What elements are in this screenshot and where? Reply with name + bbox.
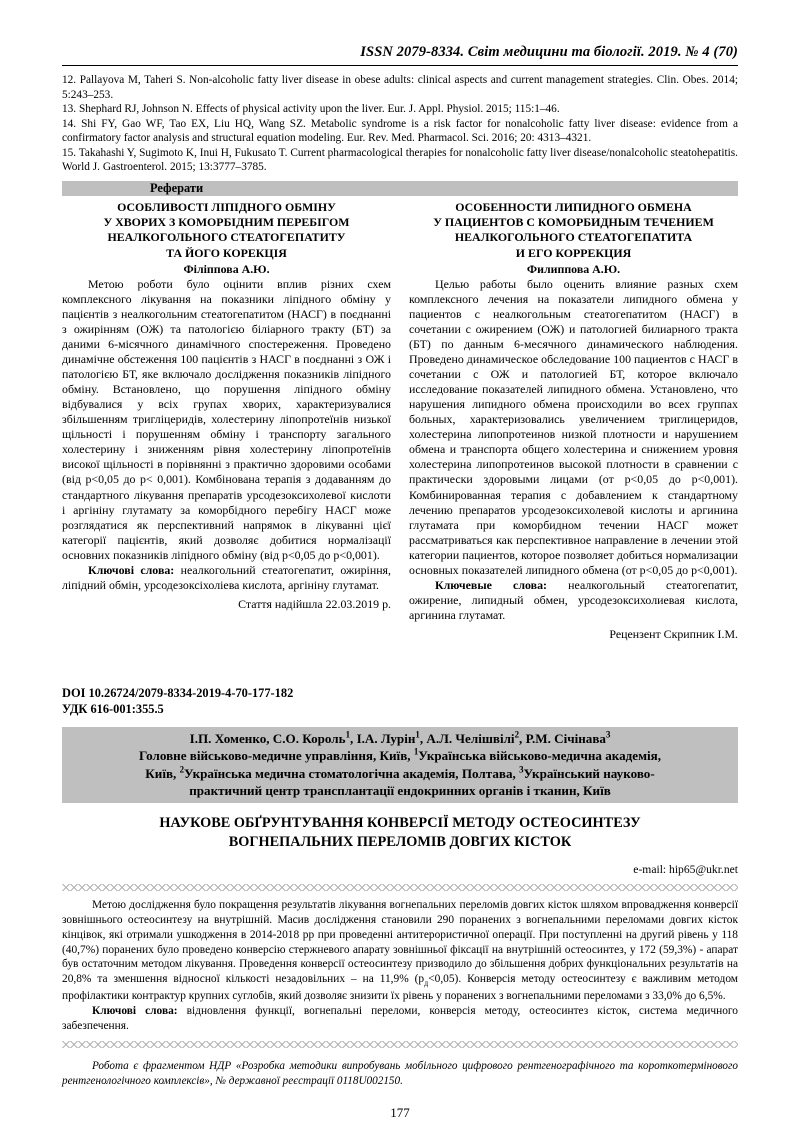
reference-item: 12. Pallayova M, Taheri S. Non-alcoholic fatty liver disease in obese adults: clinical aspects and current management strategies. Clin. Obes. 2014; 5:243–253. — [62, 74, 738, 101]
abstract-author: Філіппова А.Ю. — [183, 261, 270, 276]
abstract-title-line: ТА ЙОГО КОРЕКЦІЯ — [166, 245, 287, 260]
running-head: ISSN 2079-8334. Світ медицини та біології. 2019. № 4 (70) — [360, 44, 738, 60]
abstract-title-line: ОСОБЛИВОСТІ ЛІПІДНОГО ОБМІНУ — [117, 199, 336, 214]
references-list — [62, 73, 738, 175]
abstract-author: Филиппова А.Ю. — [526, 261, 621, 276]
wavy-divider-bottom — [62, 1041, 738, 1048]
reference-item: 15. Takahashi Y, Sugimoto K, Inui H, Fukusato T. Current pharmacological therapies for nonalcoholic fatty liver disease/nonalcoholic steatohepatitis. World J. Gastroenterol. 2015; 13:3777–3785. — [62, 146, 738, 174]
authors-line: І.П. Хоменко, С.О. Король$^1$, І.А. Лурін$^1$, А.Л. Челішвілі$^2$, Р.М. Січінава$^3$ — [189, 729, 611, 746]
authors-affiliation-banner — [62, 727, 738, 804]
article-title-line: НАУКОВЕ ОБҐРУНТУВАННЯ КОНВЕРСІЇ МЕТОДУ ОСТЕОСИНТЕЗУ — [159, 815, 641, 832]
article-abstract: Метою дослідження було покращення результатів лікування вогнепальних переломів довгих кісток шляхом впровадження конверсії зовнішнього остеосинтезу на внутрішній. Масив дослідження становили 290 поранених з вогнепальними переломами довгих кісток кінцівок, які отримали ушкодження в 2014-2018 рр при проведенні антитерористичної операції. При поступленні на другий рівень у 118 (40,7%) поранених було проведено конверсію стержневого апарату зовнішньої фіксації на внутрішній остеосинтез, у 172 (59,3%) - апарат був остаточним методом лікування. Проведення конверсії остеосинтезу призводило до збільшення добрих функціональних результатів на 20,8% та зменшення відносної кількості незадовільних – на 11,9% $(p_д<0,05)$. Конверсія методу остеосинтезу є важливим методом профілактики контрактур крупних суглобів, який дозволяє знизити їх рівень у поранених з вогнепальними переломами з 33,0% до 6,5%. — [62, 899, 739, 1002]
reference-item: 13. Shephard RJ, Johnson N. Effects of physical activity upon the liver. Eur. J. Appl. Physiol. 2015; 115:1–46. — [62, 103, 560, 116]
abstract-title-line: ОСОБЕННОСТИ ЛИПИДНОГО ОБМЕНА — [455, 199, 692, 214]
keywords-label: Ключевые слова: — [435, 577, 547, 592]
abstract-keywords — [409, 578, 738, 623]
contact-email[interactable]: e-mail: hip65@ukr.net — [633, 863, 738, 877]
abstract-title-line: И ЕГО КОРРЕКЦИЯ — [515, 245, 632, 260]
header-rule — [62, 65, 738, 66]
article-title — [62, 814, 738, 852]
keywords-text: неалкогольный стеатогепатит, ожирение, липидный обмен, урсодезоксихолиевая кислота, аргинина глутамат. — [409, 577, 738, 622]
reference-item: 14. Shi FY, Gao WF, Tao EX, Liu HQ, Wang SZ. Metabolic syndrome is a risk factor for nonalcoholic fatty liver disease: evidence from a confirmatory factor analysis and structural equation modeling. Eur. Rev. Med. Pharmacol. Sci. 2016; 20: 4313–4321. — [62, 117, 738, 145]
wavy-divider-top — [62, 884, 738, 891]
abstract-body: Целью работы было оценить влияние разных схем комплексного лечения на показатели липидного обмена у пациентов с неалкогольным стеатогепатитом (НАСГ) в сочетании с ожирением (ОЖ) и патологией билиарного тракта (БТ) по данным 6-месячного динамического наблюдения. Проведено динамическое обследование 100 пациентов с НАСГ в сочетании с ОЖ и патологией БТ, которое включало исследование показателей липидного обмена. Установлено, что нарушения липидного обмена происходили во всех группах больных, характеризовались увеличением триглицеридов, холестерина липопротеинов низкой плотности и нарушением обмена и транспорта общего холестерина и снижением уровня холестерина липопротеинов высокой плотности в сравнении с практически здоровыми лицами (от p<0,05 до p<0,001). Комбинированная терапия с добавлением к стандартному лечению препаратов урсодезоксихолевой кислоты и аргинина глутамата при коморбидном течении НАСГ может рассматриваться как перспективное направление в лечении этой категории пациентов, которое позволяет добиться нормализации основных показателей липидного обмена (от p<0,05 до p<0,001). — [409, 276, 738, 577]
affiliation-line: практичний центр трансплантації ендокринних органів і тканин, Київ — [189, 782, 611, 798]
abstract-body: Метою роботи було оцінити вплив різних схем комплексного лікування на показники ліпідного обміну у пацієнтів з неалкогольним стеатогепатитом (НАСГ) в поєднанні з ожирінням (ОЖ) та патологією біліарного тракту (БТ) за даними 6-місячного динамічного спостереження. Проведено динамічне обстеження 100 пацієнтів з НАСГ в поєднанні з ОЖ і патологією БТ, яке включало дослідження показників ліпідного обміну. Встановлено, що порушення ліпідного обміну відбувалися у всіх групах хворих, характеризувалися збільшенням тригліцеридів, холестерину ліпопротеїнів низької щільності і порушенням обміну і транспорту загального холестерину і зниженням рівня холестерину ліпопротеїнів високої щільності в порівнянні з практично здоровими особами (від p<0,05 до p< 0,001). Комбінована терапія з додаванням до стандартного лікування препаратів урсодезоксихолевої кислоти і аргініну глутамату за коморбідного перебігу НАСГ може розглядатися як перспективний напрямок в лікуванні цієї категорії пацієнтів, який дозволяє добитися нормалізації основних показників ліпідного обміну (від p<0,05 до p<0,001). — [62, 276, 391, 562]
abstract-title-line: У ПАЦИЕНТОВ С КОМОРБИДНЫМ ТЕЧЕНИЕМ — [433, 215, 714, 230]
abstract-title-line: НЕАЛКОГОЛЬНОГО СТЕАТОГЕПАТИТУ — [107, 230, 346, 245]
doi-text: DOI 10.26724/2079-8334-2019-4-70-177-182 — [62, 685, 294, 700]
article-title-line: ВОГНЕПАЛЬНИХ ПЕРЕЛОМІВ ДОВГИХ КІСТОК — [228, 834, 572, 851]
affiliation-line: Головне військово-медичне управління, Київ, $^1$Українська військово-медична академія, — [138, 746, 662, 764]
page-number: 177 — [390, 1105, 410, 1121]
abstract-ukrainian — [62, 200, 391, 642]
keywords-label: Ключові слова: — [88, 562, 175, 577]
abstract-title — [409, 200, 738, 261]
abstract-reviewer: Рецензент Скрипник І.М. — [609, 626, 738, 641]
abstract-russian — [409, 200, 738, 642]
keywords-label: Ключові слова: — [92, 1004, 178, 1017]
udk-text: УДК 616-001:355.5 — [62, 701, 164, 716]
abstract-title-line: У ХВОРИХ З КОМОРБІДНИМ ПЕРЕБІГОМ — [103, 215, 350, 230]
doi-udk-block — [62, 686, 738, 718]
abstract-received-date: Стаття надійшла 22.03.2019 р. — [238, 596, 391, 611]
abstracts-two-column — [62, 200, 738, 642]
keywords-text: відновлення функції, вогнепальні переломи, конверсія методу, остеосинтез кісток, система медичного забезпечення. — [62, 1004, 738, 1032]
affiliation-line: Київ, $^2$Українська медична стоматологічна академія, Полтава, $^3$Український науково- — [145, 764, 655, 781]
abstract-keywords — [62, 563, 391, 593]
abstract-title-line: НЕАЛКОГОЛЬНОГО СТЕАТОГЕПАТИТА — [454, 230, 693, 245]
funding-note: Робота є фрагментом НДР «Розробка методики випробувань мобільного цифрового рентгенографічного та короткотермінового рентгенологічного комплексів», № державної реєстрації 0118U002150. — [62, 1060, 738, 1087]
abstract-title — [62, 200, 391, 261]
keywords-text: неалкогольний стеатогепатит, ожиріння, ліпідний обмін, урсодезоксіхоліева кислота, аргініну глутамат. — [62, 562, 391, 592]
section-banner-abstracts: Реферати — [62, 181, 738, 196]
article-keywords — [62, 1004, 738, 1034]
